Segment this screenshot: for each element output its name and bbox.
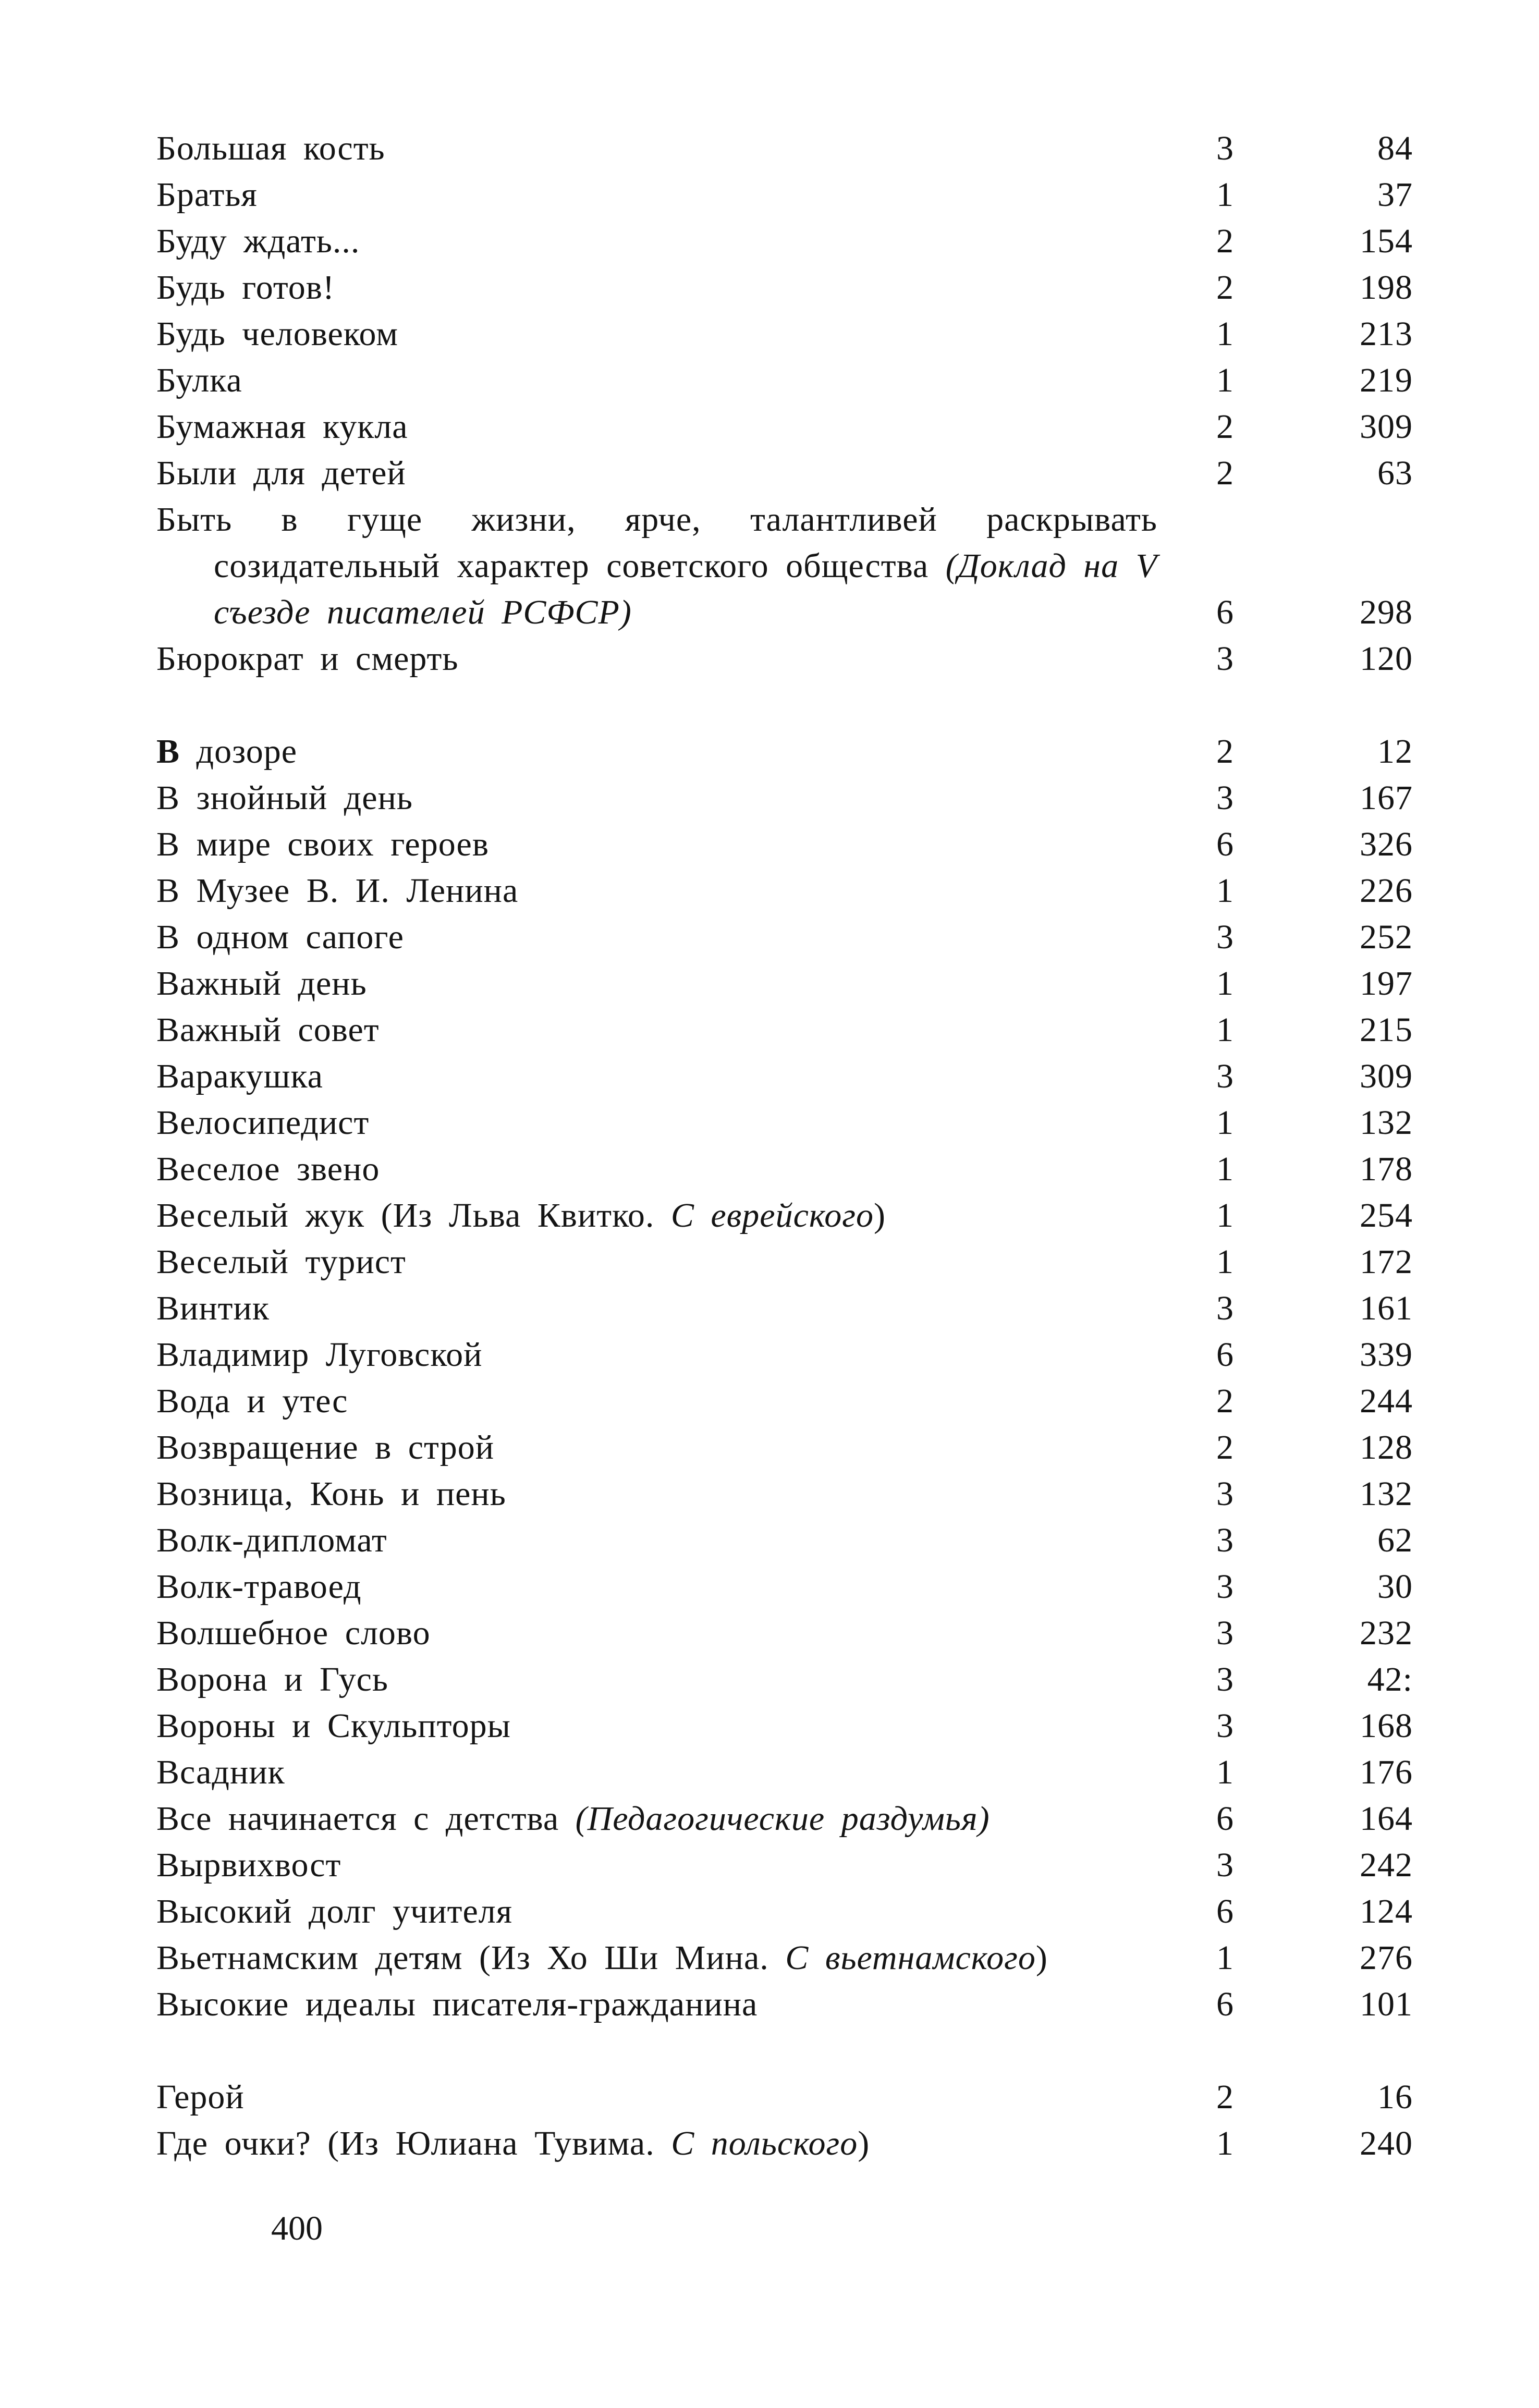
entry-page: 16 — [1377, 2078, 1413, 2116]
index-entry — [156, 1099, 1413, 1146]
entry-page: 276 — [1360, 1939, 1413, 1977]
entry-title — [156, 450, 1157, 496]
entry-title-text: Вьетнамским детям (Из Хо Ши Мина. — [156, 1939, 786, 1977]
index-entry — [156, 728, 1413, 775]
entry-volume: 2 — [1216, 1428, 1234, 1466]
entry-page: 164 — [1360, 1800, 1413, 1838]
entry-note: (Педагогические раздумья) — [575, 1800, 990, 1838]
entry-title — [156, 218, 1157, 264]
entry-volume: 1 — [1216, 1243, 1234, 1281]
entry-volume: 1 — [1216, 361, 1234, 399]
entry-title-text: В Музее В. И. Ленина — [156, 872, 519, 910]
entry-title — [156, 1703, 1157, 1749]
entry-page: 168 — [1360, 1707, 1413, 1745]
entry-title-text: Ворона и Гусь — [156, 1660, 388, 1698]
entry-title-text: Бумажная кукла — [156, 408, 408, 446]
entry-volume: 1 — [1216, 1939, 1234, 1977]
entry-page: 254 — [1360, 1196, 1413, 1234]
entry-title — [156, 1749, 1157, 1795]
entry-title — [156, 1285, 1157, 1331]
index-entry — [156, 960, 1413, 1007]
entry-title-text: Быть в гуще жизни, ярче, талантливей раскрывать созидательный характер советского общества — [156, 500, 1157, 585]
entry-volume: 3 — [1216, 1660, 1234, 1698]
entry-volume: 1 — [1216, 1753, 1234, 1791]
entry-title-text: В знойный день — [156, 779, 413, 817]
index-entry — [156, 496, 1413, 635]
entry-page: 42: — [1367, 1660, 1413, 1698]
entry-title-text: Где очки? (Из Юлиана Тувима. — [156, 2124, 671, 2162]
index-entry — [156, 264, 1413, 311]
entry-page: 176 — [1360, 1753, 1413, 1791]
entry-page: 161 — [1360, 1289, 1413, 1327]
entry-volume: 1 — [1216, 315, 1234, 353]
entry-title — [156, 2074, 1157, 2120]
index-entry — [156, 821, 1413, 867]
entry-title-text: Варакушка — [156, 1057, 323, 1095]
entry-volume: 3 — [1216, 1289, 1234, 1327]
entry-page: 172 — [1360, 1243, 1413, 1281]
entry-page: 132 — [1360, 1475, 1413, 1513]
index-entry — [156, 914, 1413, 960]
entry-title-text: Будь готов! — [156, 268, 335, 307]
entry-page: 339 — [1360, 1336, 1413, 1374]
index-group — [156, 125, 1413, 682]
entry-title — [156, 1007, 1157, 1053]
entry-title-text: Булка — [156, 361, 242, 399]
entry-page: 124 — [1360, 1892, 1413, 1930]
entry-title-text: Всадник — [156, 1753, 285, 1791]
index-entry — [156, 1517, 1413, 1563]
index-entry — [156, 450, 1413, 496]
entry-title-text: Веселое звено — [156, 1150, 380, 1188]
entry-title — [156, 1935, 1157, 1981]
entry-page: 197 — [1360, 964, 1413, 1003]
index-entry — [156, 1888, 1413, 1935]
entry-title-text: Волк-дипломат — [156, 1521, 387, 1559]
index-entry — [156, 1795, 1413, 1842]
index-entry — [156, 357, 1413, 404]
entry-volume: 6 — [1216, 825, 1234, 863]
entry-title-text: Веселый жук (Из Льва Квитко. — [156, 1196, 671, 1234]
page-number: 400 — [271, 2209, 323, 2247]
entry-title-text: Бюрократ и смерть — [156, 640, 459, 678]
entry-title-text: Важный совет — [156, 1011, 380, 1049]
entry-title-text: Винтик — [156, 1289, 270, 1327]
entry-page: 101 — [1360, 1985, 1413, 2023]
entry-page: 63 — [1377, 454, 1413, 492]
entry-page: 242 — [1360, 1846, 1413, 1884]
index-group — [156, 2074, 1413, 2167]
entry-title — [156, 1146, 1157, 1192]
index-entry — [156, 125, 1413, 172]
entry-volume: 2 — [1216, 454, 1234, 492]
entry-page: 226 — [1360, 872, 1413, 910]
entry-title — [156, 821, 1157, 867]
entry-title — [156, 404, 1157, 450]
entry-page: 37 — [1377, 176, 1413, 214]
entry-volume: 2 — [1216, 732, 1234, 771]
index-entry — [156, 1146, 1413, 1192]
index-entry — [156, 775, 1413, 821]
entry-title-text: Важный день — [156, 964, 367, 1003]
entry-page: 154 — [1360, 222, 1413, 260]
entry-volume: 1 — [1216, 2124, 1234, 2162]
entry-title-text: Высокий долг учителя — [156, 1892, 513, 1930]
entry-page: 84 — [1377, 129, 1413, 167]
entry-page: 215 — [1360, 1011, 1413, 1049]
index-entry — [156, 311, 1413, 357]
entry-title-text: Все начинается с детства — [156, 1800, 576, 1838]
entry-volume: 3 — [1216, 640, 1234, 678]
entry-volume: 1 — [1216, 1011, 1234, 1049]
entry-title — [156, 496, 1157, 635]
entry-title-text: Высокие идеалы писателя-гражданина — [156, 1985, 758, 2023]
entry-volume: 2 — [1216, 222, 1234, 260]
entry-volume: 1 — [1216, 1104, 1234, 1142]
entry-volume: 3 — [1216, 1057, 1234, 1095]
entry-title-text: Владимир Луговской — [156, 1336, 483, 1374]
index-entry — [156, 1610, 1413, 1656]
entry-title — [156, 1239, 1157, 1285]
entry-note: (Доклад на V съезде писателей РСФСР) — [214, 547, 1157, 631]
entry-page: 198 — [1360, 268, 1413, 307]
entry-title-text: Братья — [156, 176, 258, 214]
index-entry — [156, 1378, 1413, 1424]
entry-title-text: Веселый турист — [156, 1243, 406, 1281]
section-initial: В — [156, 732, 180, 771]
entry-volume: 1 — [1216, 176, 1234, 214]
entry-volume: 3 — [1216, 1521, 1234, 1559]
entry-page: 232 — [1360, 1614, 1413, 1652]
entry-volume: 3 — [1216, 129, 1234, 167]
index-entry — [156, 404, 1413, 450]
entry-volume: 6 — [1216, 1892, 1234, 1930]
entry-title — [156, 1053, 1157, 1099]
entry-page: 132 — [1360, 1104, 1413, 1142]
entry-page: 240 — [1360, 2124, 1413, 2162]
entry-note: С польского — [671, 2124, 858, 2162]
entry-title-text: Вырвихвост — [156, 1846, 341, 1884]
index-entry — [156, 172, 1413, 218]
entry-title-text: Волк-травоед — [156, 1568, 362, 1606]
index-entry — [156, 1471, 1413, 1517]
entry-page: 213 — [1360, 315, 1413, 353]
entry-title — [156, 1563, 1157, 1610]
entry-title-text: Велосипедист — [156, 1104, 370, 1142]
entry-title — [156, 1981, 1157, 2027]
entry-note: С еврейского — [670, 1196, 874, 1234]
entry-title-text: Вороны и Скульпторы — [156, 1707, 511, 1745]
entry-page: 309 — [1360, 408, 1413, 446]
entry-title — [156, 1192, 1157, 1239]
entry-suffix: ) — [1035, 1939, 1048, 1977]
entry-volume: 3 — [1216, 1614, 1234, 1652]
index-entry — [156, 1331, 1413, 1378]
entry-title-text: Вода и утес — [156, 1382, 348, 1420]
entry-title-text: В одном сапоге — [156, 918, 404, 956]
entry-title — [156, 960, 1157, 1007]
entry-page: 120 — [1360, 640, 1413, 678]
entry-volume: 2 — [1216, 408, 1234, 446]
entry-volume: 1 — [1216, 964, 1234, 1003]
entry-volume: 1 — [1216, 1196, 1234, 1234]
entry-title — [156, 2120, 1157, 2167]
entry-title — [156, 357, 1157, 404]
index-entry — [156, 867, 1413, 914]
entry-page: 298 — [1360, 593, 1413, 631]
entry-title — [156, 1471, 1157, 1517]
entry-title-text: Герой — [156, 2078, 245, 2116]
entry-volume: 3 — [1216, 1475, 1234, 1513]
entry-note: С вьетнамского — [785, 1939, 1036, 1977]
entry-page: 62 — [1377, 1521, 1413, 1559]
entry-title-text: Возвращение в строй — [156, 1428, 495, 1466]
entry-title-text: Буду ждать... — [156, 222, 360, 260]
entry-title — [156, 728, 1157, 775]
index-entry — [156, 1703, 1413, 1749]
index-entry — [156, 2074, 1413, 2120]
entry-title-text: дозоре — [180, 732, 298, 771]
index-entry — [156, 1424, 1413, 1471]
entry-title-text: Были для детей — [156, 454, 406, 492]
entry-title-text: Возница, Конь и пень — [156, 1475, 506, 1513]
entry-title — [156, 867, 1157, 914]
entry-title — [156, 1842, 1157, 1888]
entry-title-text: Будь человеком — [156, 315, 398, 353]
entry-page: 252 — [1360, 918, 1413, 956]
entry-volume: 6 — [1216, 1336, 1234, 1374]
title-index — [156, 125, 1413, 2213]
entry-title — [156, 775, 1157, 821]
entry-page: 167 — [1360, 779, 1413, 817]
entry-title — [156, 1795, 1157, 1842]
entry-title — [156, 311, 1157, 357]
entry-title — [156, 1099, 1157, 1146]
entry-volume: 3 — [1216, 1568, 1234, 1606]
entry-title-text: В мире своих героев — [156, 825, 489, 863]
entry-title — [156, 635, 1157, 682]
entry-title — [156, 125, 1157, 172]
index-entry — [156, 2120, 1413, 2167]
entry-page: 244 — [1360, 1382, 1413, 1420]
entry-suffix: ) — [874, 1196, 886, 1234]
entry-page: 309 — [1360, 1057, 1413, 1095]
index-entry — [156, 1285, 1413, 1331]
entry-page: 12 — [1377, 732, 1413, 771]
entry-title — [156, 1517, 1157, 1563]
index-entry — [156, 1981, 1413, 2027]
entry-title-text: Волшебное слово — [156, 1614, 431, 1652]
entry-page: 178 — [1360, 1150, 1413, 1188]
entry-suffix: ) — [858, 2124, 870, 2162]
entry-page: 219 — [1360, 361, 1413, 399]
index-entry — [156, 1563, 1413, 1610]
index-entry — [156, 1053, 1413, 1099]
entry-volume: 3 — [1216, 779, 1234, 817]
entry-title — [156, 1656, 1157, 1703]
entry-volume: 2 — [1216, 1382, 1234, 1420]
index-entry — [156, 635, 1413, 682]
entry-title — [156, 1888, 1157, 1935]
entry-volume: 3 — [1216, 918, 1234, 956]
entry-page: 326 — [1360, 825, 1413, 863]
entry-volume: 3 — [1216, 1707, 1234, 1745]
index-group — [156, 728, 1413, 2027]
entry-volume: 6 — [1216, 593, 1234, 631]
entry-title — [156, 1610, 1157, 1656]
index-entry — [156, 1007, 1413, 1053]
index-entry — [156, 1749, 1413, 1795]
index-entry — [156, 1192, 1413, 1239]
index-entry — [156, 1842, 1413, 1888]
entry-title — [156, 1378, 1157, 1424]
index-entry — [156, 218, 1413, 264]
entry-title — [156, 1424, 1157, 1471]
index-entry — [156, 1935, 1413, 1981]
entry-volume: 1 — [1216, 1150, 1234, 1188]
entry-title — [156, 264, 1157, 311]
entry-volume: 6 — [1216, 1800, 1234, 1838]
entry-page: 30 — [1377, 1568, 1413, 1606]
entry-title — [156, 1331, 1157, 1378]
entry-volume: 3 — [1216, 1846, 1234, 1884]
entry-volume: 2 — [1216, 2078, 1234, 2116]
entry-volume: 2 — [1216, 268, 1234, 307]
entry-page: 128 — [1360, 1428, 1413, 1466]
entry-title-text: Большая кость — [156, 129, 385, 167]
entry-title — [156, 172, 1157, 218]
index-entry — [156, 1239, 1413, 1285]
entry-volume: 6 — [1216, 1985, 1234, 2023]
entry-volume: 1 — [1216, 872, 1234, 910]
index-entry — [156, 1656, 1413, 1703]
entry-title — [156, 914, 1157, 960]
